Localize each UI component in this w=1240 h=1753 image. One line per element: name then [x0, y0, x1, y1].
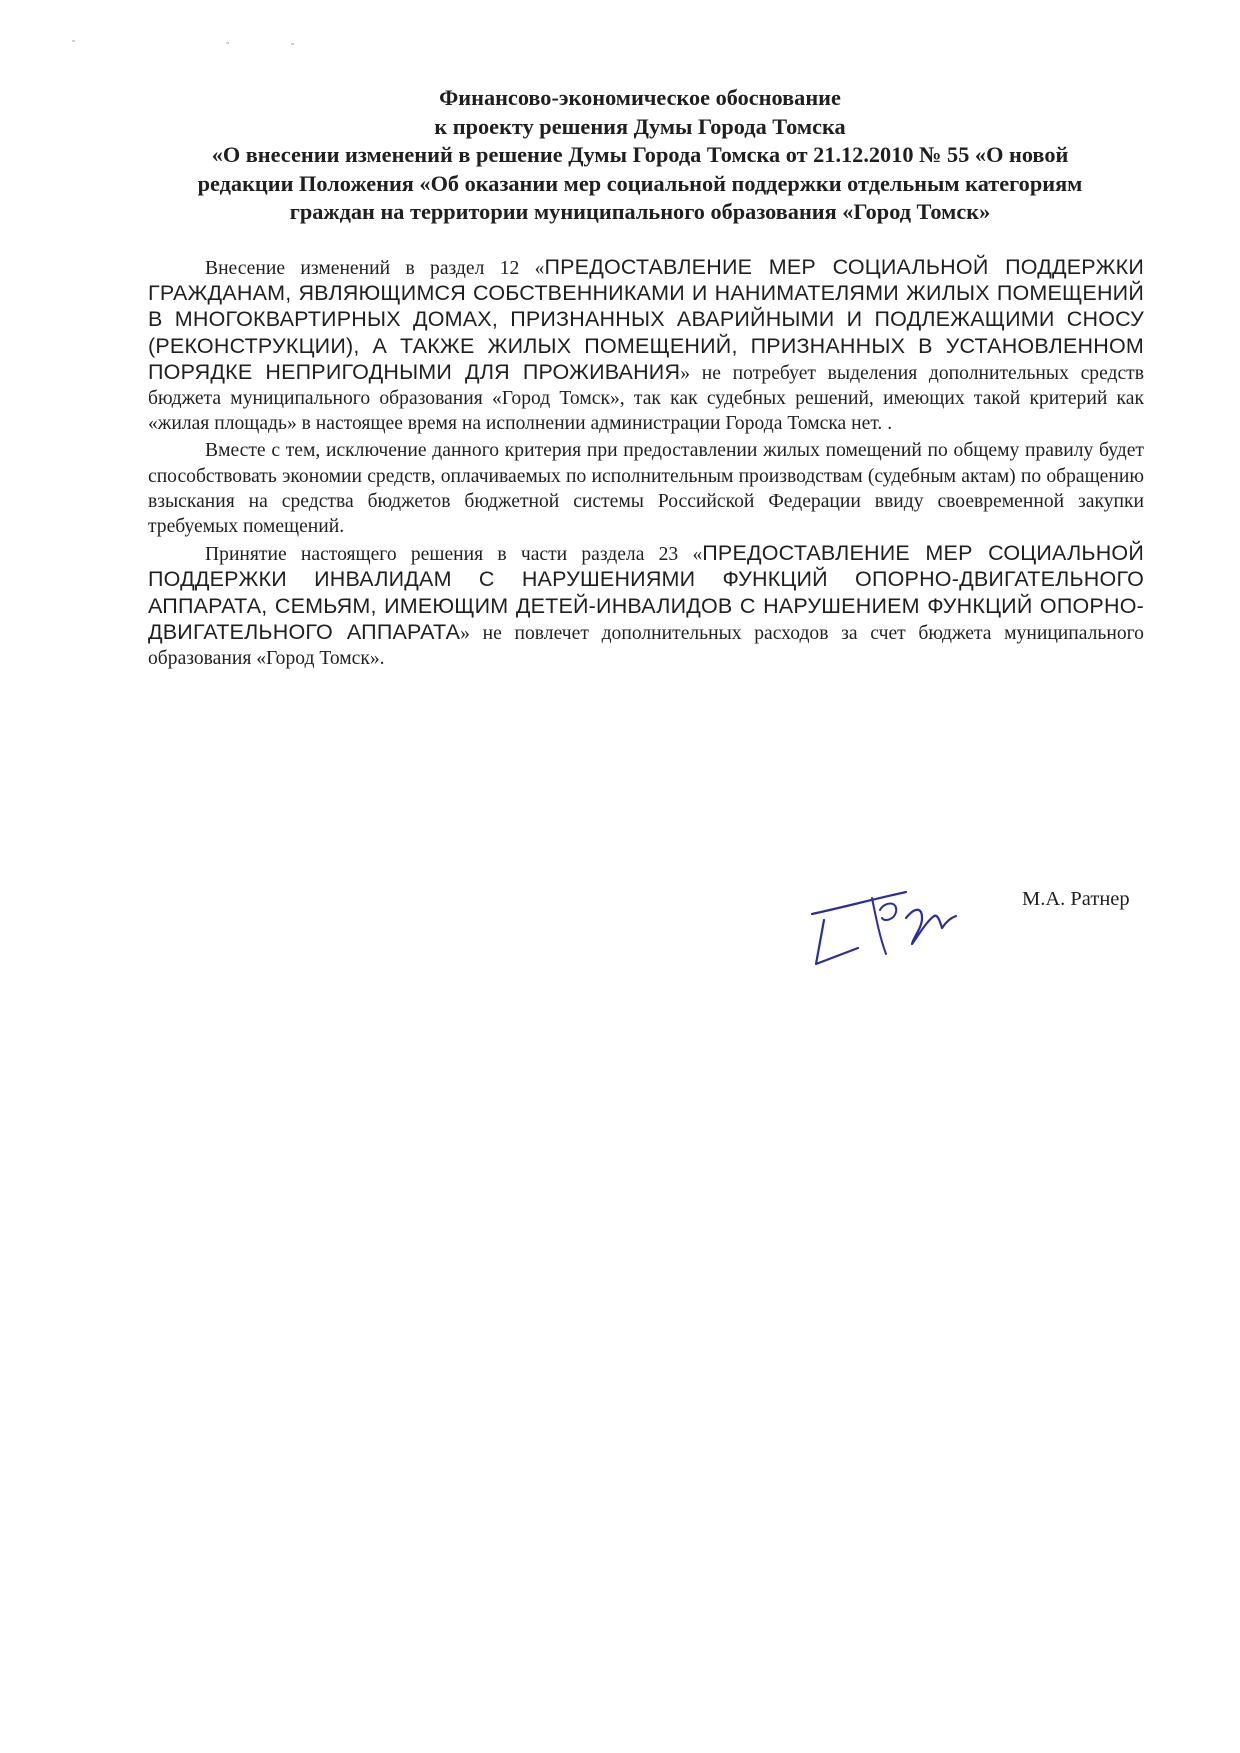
paragraph-2: Вместе с тем, исключение данного критерия при предоставлении жилых помещений по общему правилу будет способствовать экономии средств, оплачиваемых по исполнительным производствам (судебным актам) по обращению взыскания на средства бюджетов бюджетной системы Российской Федерации ввиду своевременной закупки требуемых помещений.: [148, 440, 1144, 538]
scan-speck: [226, 42, 229, 44]
signer-name: М.А. Ратнер: [1022, 888, 1130, 910]
title-line-1: Финансово-экономическое обоснование: [439, 85, 841, 110]
paragraph-1-intro: Внесение изменений в раздел 12 «: [205, 258, 545, 279]
document-title: [140, 84, 1140, 227]
title-line-4: редакции Положения «Об оказании мер социальной поддержки отдельным категориям: [197, 170, 1083, 196]
scan-speck: [72, 40, 75, 42]
paragraph-1: [148, 255, 1144, 436]
paragraph-3-rest: » не повлечет дополнительных расходов за счет бюджета муниципального образования «Город Томск».: [148, 622, 1144, 670]
title-line-5: граждан на территории муниципального образования «Город Томск»: [289, 199, 991, 224]
paragraph-3-section-title: ПРЕДОСТАВЛЕНИЕ МЕР СОЦИАЛЬНОЙ ПОДДЕРЖКИ ИНВАЛИДАМ С НАРУШЕНИЯМИ ФУНКЦИЙ ОПОРНО-ДВИГАТЕЛЬНОГО АППАРАТА, СЕМЬЯМ, ИМЕЮЩИМ ДЕТЕЙ-ИНВАЛИДОВ С НАРУШЕНИЕМ ФУНКЦИЙ ОПОРНО-ДВИГАТЕЛЬНОГО АППАРАТА: [148, 541, 1144, 644]
handwritten-signature: [810, 878, 970, 968]
paragraph-3-intro: Принятие настоящего решения в части раздела 23 «: [205, 544, 703, 566]
document-body: [148, 255, 1144, 673]
paragraph-1-rest: » не потребует выделения дополнительных средств бюджета муниципального образования «Город Томск», так как судебных решений, имеющих такой критерий как «жилая площадь» в настоящее время на исполнении администрации Города Томска нет. .: [148, 362, 1144, 435]
title-line-3: «О внесении изменений в решение Думы Города Томска от 21.12.2010 № 55 «О новой: [211, 142, 1069, 167]
paragraph-1-section-title: ПРЕДОСТАВЛЕНИЕ МЕР СОЦИАЛЬНОЙ ПОДДЕРЖКИ ГРАЖДАНАМ, ЯВЛЯЮЩИМСЯ СОБСТВЕННИКАМИ И НАНИМАТЕЛЯМИ ЖИЛЫХ ПОМЕЩЕНИЙ В МНОГОКВАРТИРНЫХ ДОМАХ, ПРИЗНАННЫХ АВАРИЙНЫМИ И ПОДЛЕЖАЩИМИ СНОСУ (РЕКОНСТРУКЦИИ), А ТАКЖЕ ЖИЛЫХ ПОМЕЩЕНИЙ, ПРИЗНАННЫХ В УСТАНОВЛЕННОМ ПОРЯДКЕ НЕПРИГОДНЫМИ ДЛЯ ПРОЖИВАНИЯ: [148, 255, 1144, 384]
title-line-2: к проекту решения Думы Города Томска: [434, 113, 846, 139]
paragraph-3: [148, 541, 1144, 671]
scan-speck: [291, 43, 294, 45]
